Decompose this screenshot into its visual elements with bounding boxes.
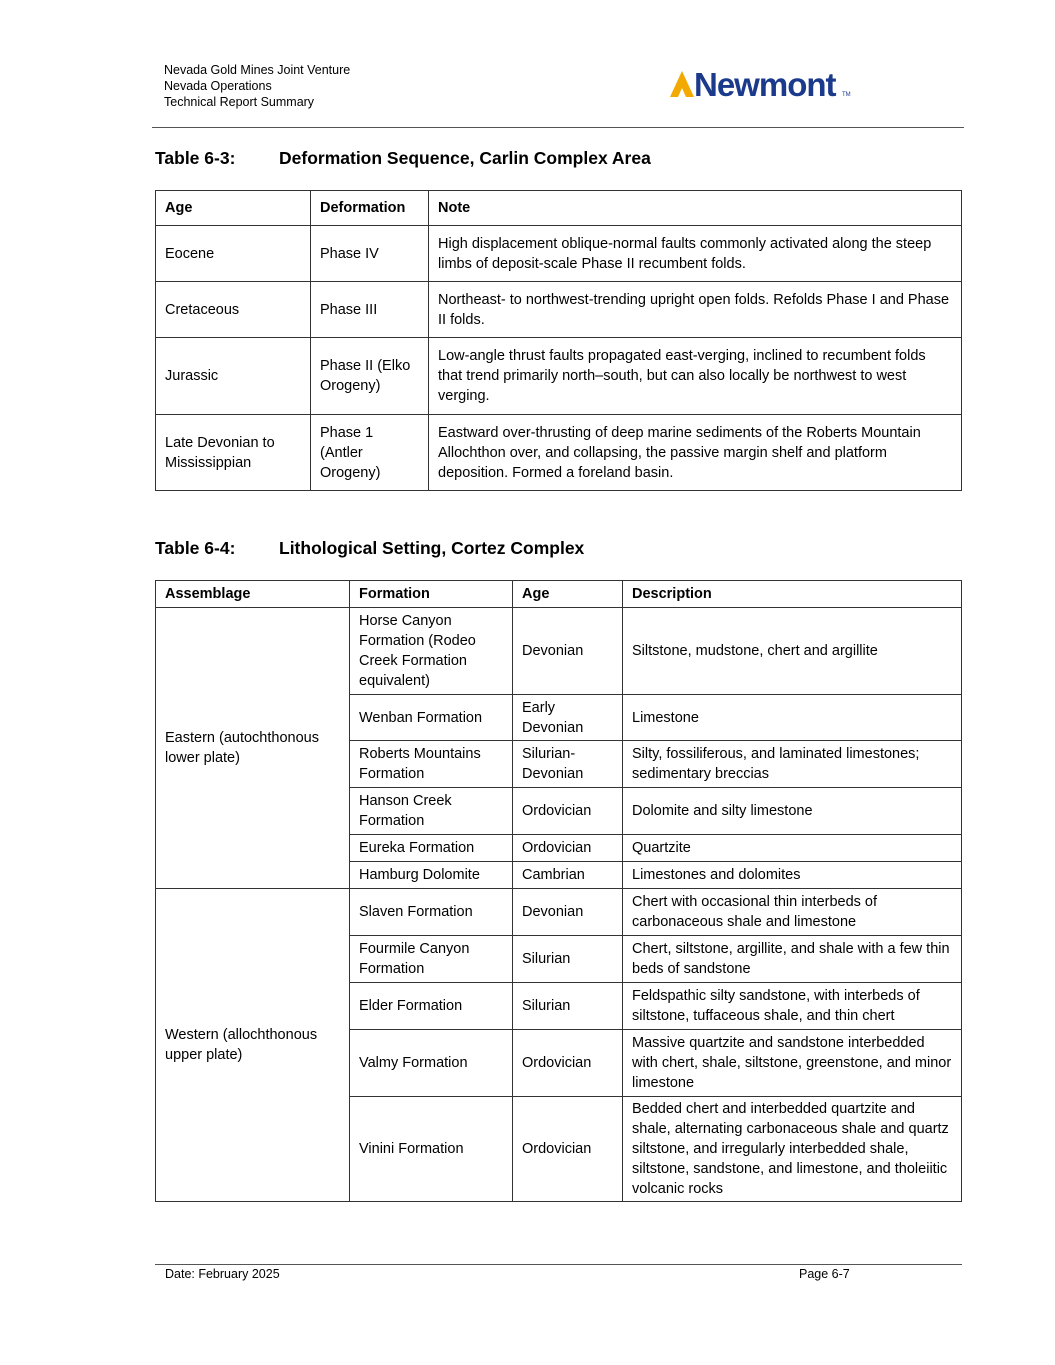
note-cell: Eastward over-thrusting of deep marine sediments of the Roberts Mountain Allochthon over, and collapsing, the passive margin shelf and platform deposition. Formed a foreland basin.	[429, 415, 962, 491]
formation-cell: Valmy Formation	[350, 1030, 513, 1097]
assemblage-cell: Western (allochthonous upper plate)	[156, 889, 350, 1202]
description-cell: Siltstone, mudstone, chert and argillite	[623, 608, 962, 695]
age-cell: Silurian	[513, 936, 623, 983]
table-6-3-number: Table 6-3:	[155, 148, 236, 168]
header-line-1: Nevada Gold Mines Joint Venture	[164, 63, 351, 77]
formation-cell: Elder Formation	[350, 983, 513, 1030]
lithological-setting-table	[155, 580, 962, 1202]
table-row	[156, 608, 962, 695]
description-cell: Dolomite and silty limestone	[623, 788, 962, 835]
formation-cell: Fourmile Canyon Formation	[350, 936, 513, 983]
table-row	[156, 226, 962, 282]
header-line-3: Technical Report Summary	[164, 95, 315, 109]
column-header: Formation	[350, 581, 513, 608]
table-6-4-number: Table 6-4:	[155, 538, 236, 558]
column-header: Assemblage	[156, 581, 350, 608]
formation-cell: Horse Canyon Formation (Rodeo Creek Formation equivalent)	[350, 608, 513, 695]
note-cell: High displacement oblique-normal faults commonly activated along the steep limbs of deposit-scale Phase II recumbent folds.	[429, 226, 962, 282]
age-cell: Eocene	[156, 226, 311, 282]
table-6-4-caption	[155, 538, 584, 559]
description-cell: Chert, siltstone, argillite, and shale with a few thin beds of sandstone	[623, 936, 962, 983]
deformation-cell: Phase II (Elko Orogeny)	[311, 338, 429, 415]
deformation-sequence-table	[155, 190, 962, 491]
deformation-cell: Phase III	[311, 282, 429, 338]
column-header: Note	[429, 191, 962, 226]
description-cell: Chert with occasional thin interbeds of carbonaceous shale and limestone	[623, 889, 962, 936]
logo-trademark: TM	[842, 92, 851, 98]
age-cell: Devonian	[513, 608, 623, 695]
footer-page-number: Page 6-7	[799, 1267, 850, 1281]
table-header-row	[156, 191, 962, 226]
age-cell: Early Devonian	[513, 695, 623, 741]
footer-divider	[155, 1264, 962, 1265]
table-header-row	[156, 581, 962, 608]
age-cell: Ordovician	[513, 1097, 623, 1202]
table-6-3-title: Deformation Sequence, Carlin Complex Area	[279, 148, 651, 168]
description-cell: Limestones and dolomites	[623, 862, 962, 889]
logo-mark-icon	[670, 71, 694, 97]
table-row	[156, 889, 962, 936]
formation-cell: Wenban Formation	[350, 695, 513, 741]
table-row	[156, 415, 962, 491]
assemblage-cell: Eastern (autochthonous lower plate)	[156, 608, 350, 889]
newmont-logo	[670, 68, 860, 102]
formation-cell: Eureka Formation	[350, 835, 513, 862]
age-cell: Ordovician	[513, 1030, 623, 1097]
table-row	[156, 338, 962, 415]
table-row	[156, 282, 962, 338]
age-cell: Ordovician	[513, 835, 623, 862]
table-6-4-title: Lithological Setting, Cortez Complex	[279, 538, 585, 558]
description-cell: Massive quartzite and sandstone interbedded with chert, shale, siltstone, greenstone, and minor limestone	[623, 1030, 962, 1097]
header-divider	[152, 127, 964, 128]
column-header: Deformation	[311, 191, 429, 226]
column-header: Age	[513, 581, 623, 608]
age-cell: Cretaceous	[156, 282, 311, 338]
age-cell: Ordovician	[513, 788, 623, 835]
formation-cell: Slaven Formation	[350, 889, 513, 936]
column-header: Age	[156, 191, 311, 226]
document-header	[164, 62, 350, 110]
note-cell: Northeast- to northwest-trending upright open folds. Refolds Phase I and Phase II folds.	[429, 282, 962, 338]
age-cell: Silurian	[513, 983, 623, 1030]
formation-cell: Vinini Formation	[350, 1097, 513, 1202]
description-cell: Silty, fossiliferous, and laminated limestones; sedimentary breccias	[623, 741, 962, 788]
note-cell: Low-angle thrust faults propagated east-verging, inclined to recumbent folds that trend primarily north–south, but can also locally be northwest to west verging.	[429, 338, 962, 415]
column-header: Description	[623, 581, 962, 608]
description-cell: Limestone	[623, 695, 962, 741]
footer-date: Date: February 2025	[165, 1267, 280, 1281]
table-6-3-caption	[155, 148, 651, 169]
formation-cell: Hamburg Dolomite	[350, 862, 513, 889]
deformation-cell: Phase 1 (Antler Orogeny)	[311, 415, 429, 491]
age-cell: Jurassic	[156, 338, 311, 415]
description-cell: Bedded chert and interbedded quartzite and shale, alternating carbonaceous shale and quartz siltstone, and irregularly interbedded shale, siltstone, sandstone, and limestone, and tholeiitic volcanic rocks	[623, 1097, 962, 1202]
deformation-cell: Phase IV	[311, 226, 429, 282]
formation-cell: Roberts Mountains Formation	[350, 741, 513, 788]
header-line-2: Nevada Operations	[164, 79, 272, 93]
age-cell: Silurian-Devonian	[513, 741, 623, 788]
age-cell: Devonian	[513, 889, 623, 936]
age-cell: Late Devonian to Mississippian	[156, 415, 311, 491]
description-cell: Quartzite	[623, 835, 962, 862]
formation-cell: Hanson Creek Formation	[350, 788, 513, 835]
logo-wordmark: Newmont	[694, 66, 836, 103]
description-cell: Feldspathic silty sandstone, with interbeds of siltstone, tuffaceous shale, and thin chert	[623, 983, 962, 1030]
age-cell: Cambrian	[513, 862, 623, 889]
